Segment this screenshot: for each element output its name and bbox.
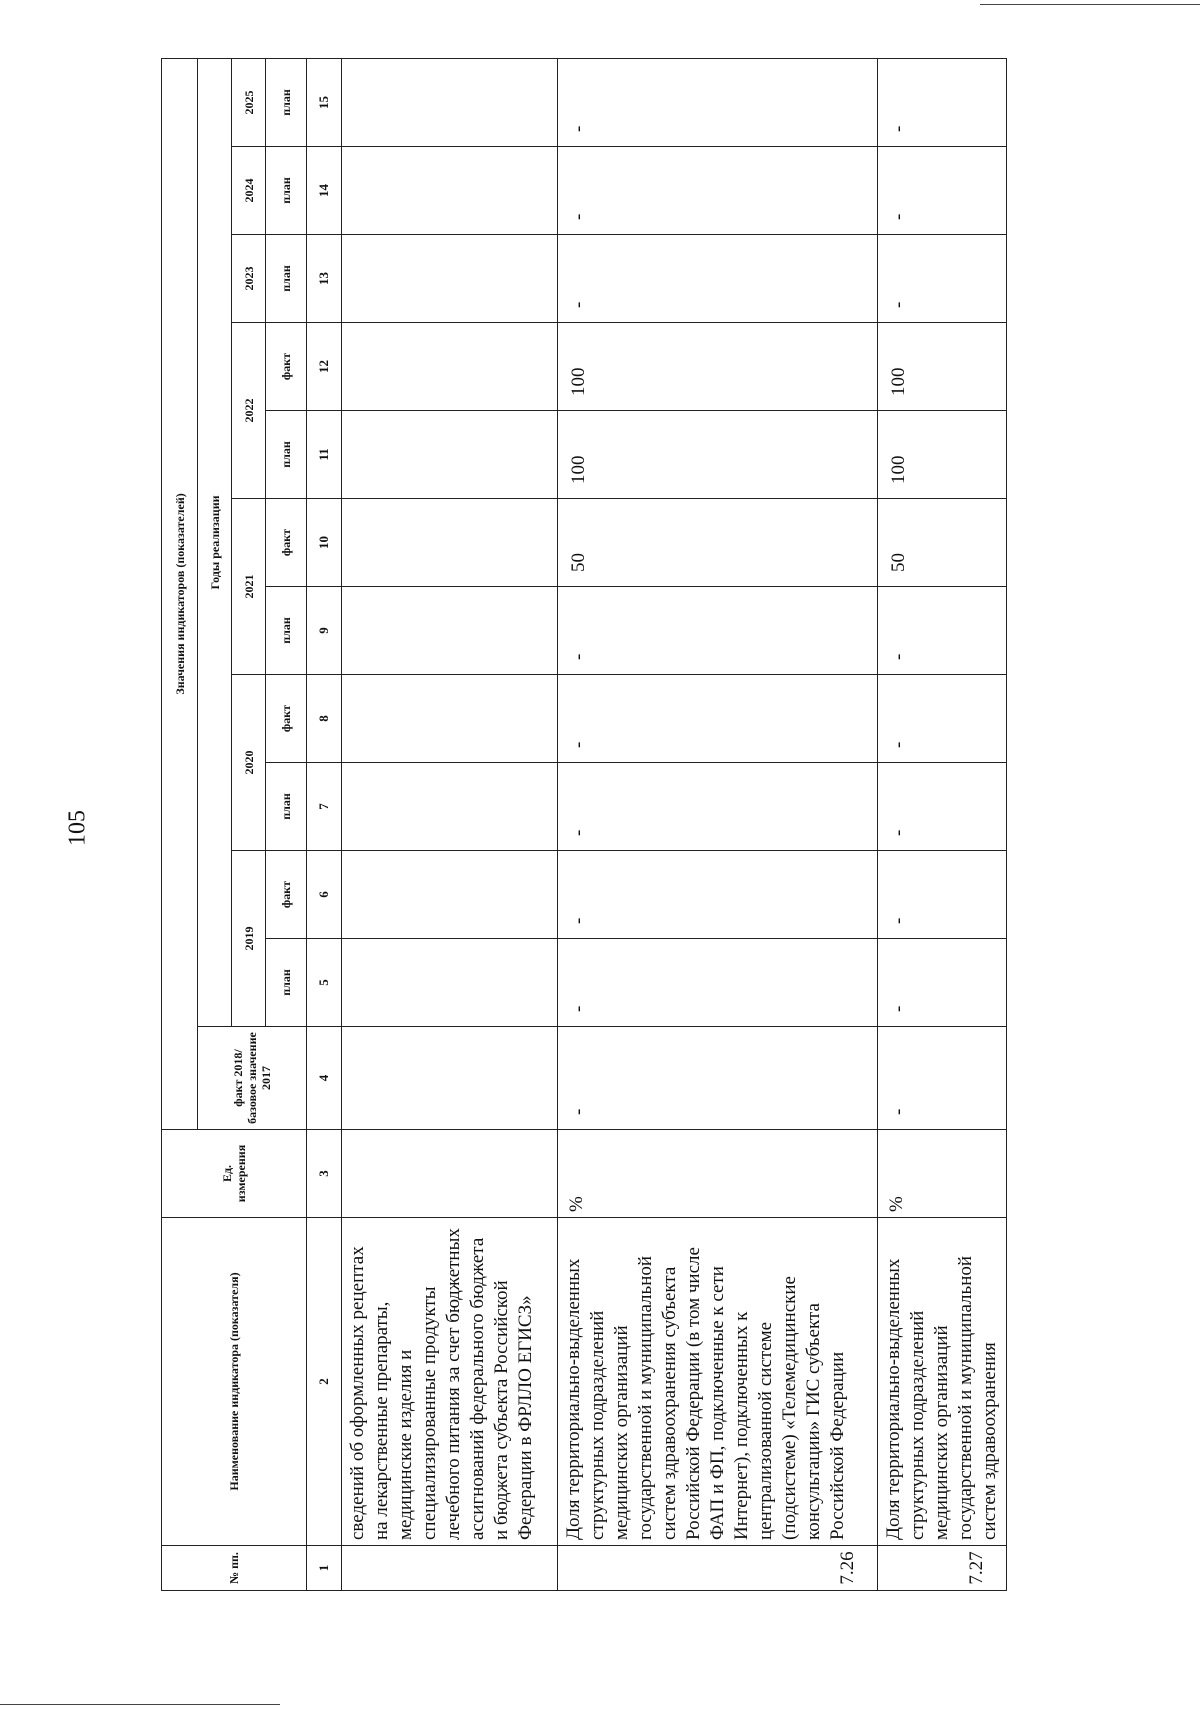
col-number: 5 bbox=[307, 939, 342, 1027]
value-cell bbox=[342, 939, 558, 1027]
col-header-name: Наименование индикатора (показателя) bbox=[162, 1218, 307, 1546]
value-cell: 100 bbox=[558, 411, 878, 499]
table-row bbox=[878, 58, 1007, 1590]
value-cell bbox=[342, 411, 558, 499]
col-header-base: факт 2018/базовое значение 2017 bbox=[198, 1027, 307, 1130]
value-cell: - bbox=[878, 587, 1007, 675]
value-cell: - bbox=[878, 851, 1007, 939]
year-header: 2023 bbox=[232, 235, 266, 323]
subheader: план bbox=[266, 939, 307, 1027]
value-cell: - bbox=[558, 851, 878, 939]
indicator-name: Доля территориально-выделенных структурных подразделений медицинских организаций государственной и муниципальной систем здравоохранения bbox=[878, 1218, 1007, 1546]
subheader: план bbox=[266, 763, 307, 851]
value-cell: 100 bbox=[878, 411, 1007, 499]
col-header-values-group: Значения индикаторов (показателей) bbox=[162, 58, 198, 1129]
subheader: факт bbox=[266, 851, 307, 939]
col-number: 3 bbox=[307, 1130, 342, 1218]
value-cell: - bbox=[558, 939, 878, 1027]
indicator-name: сведений об оформленных рецептах на лекарственные препараты, медицинские изделия и специализированные продукты лечебного питания за счет бюджетных ассигнований федерального бюджета и бюджета субъекта Российской Федерации в ФРЛЛО ЕГИСЗ» bbox=[342, 1218, 558, 1546]
value-cell: - bbox=[558, 58, 878, 146]
value-cell: - bbox=[558, 235, 878, 323]
value-cell bbox=[342, 763, 558, 851]
col-number: 12 bbox=[307, 323, 342, 411]
indicator-name: Доля территориально-выделенных структурных подразделений медицинских организаций государственной и муниципальной систем здравоохранения субъекта Российской Федерации (в том числе ФАП и ФП, подключенные к сети Интернет), подключенных к централизованной системе (подсистеме) «Телемедицинские консультации» ГИС субъекта Российской Федерации bbox=[558, 1218, 878, 1546]
col-header-unit: Ед. измерения bbox=[162, 1130, 307, 1218]
subheader: план bbox=[266, 411, 307, 499]
col-number: 1 bbox=[307, 1546, 342, 1591]
col-number: 7 bbox=[307, 763, 342, 851]
value-cell: - bbox=[558, 763, 878, 851]
year-header: 2024 bbox=[232, 147, 266, 235]
value-cell bbox=[342, 587, 558, 675]
subheader: план bbox=[266, 58, 307, 146]
subheader: план bbox=[266, 147, 307, 235]
value-cell: - bbox=[878, 1027, 1007, 1130]
page-number: 105 bbox=[64, 810, 91, 846]
value-cell: - bbox=[558, 675, 878, 763]
value-cell: - bbox=[878, 675, 1007, 763]
subheader: план bbox=[266, 587, 307, 675]
year-header: 2019 bbox=[232, 851, 266, 1027]
value-cell: - bbox=[558, 1027, 878, 1130]
unit-cell: % bbox=[558, 1130, 878, 1218]
value-cell bbox=[342, 58, 558, 146]
table-row bbox=[342, 58, 558, 1590]
col-number: 11 bbox=[307, 411, 342, 499]
row-number: 7.26 bbox=[558, 1546, 878, 1591]
value-cell: 50 bbox=[878, 499, 1007, 587]
col-number: 9 bbox=[307, 587, 342, 675]
scan-edge-line bbox=[980, 4, 1200, 5]
year-header: 2021 bbox=[232, 499, 266, 675]
value-cell: - bbox=[878, 58, 1007, 146]
col-number: 14 bbox=[307, 147, 342, 235]
row-number bbox=[342, 1546, 558, 1591]
table-row bbox=[558, 58, 878, 1590]
value-cell: - bbox=[878, 939, 1007, 1027]
year-header: 2025 bbox=[232, 58, 266, 146]
subheader: план bbox=[266, 235, 307, 323]
value-cell bbox=[342, 323, 558, 411]
subheader: факт bbox=[266, 675, 307, 763]
value-cell bbox=[342, 675, 558, 763]
value-cell bbox=[342, 235, 558, 323]
unit-cell bbox=[342, 1130, 558, 1218]
col-number: 15 bbox=[307, 58, 342, 146]
year-header: 2022 bbox=[232, 323, 266, 499]
column-number-row bbox=[307, 58, 342, 1590]
row-number: 7.27 bbox=[878, 1546, 1007, 1591]
value-cell: - bbox=[878, 235, 1007, 323]
indicators-table bbox=[161, 58, 1007, 1591]
value-cell bbox=[342, 1027, 558, 1130]
col-number: 4 bbox=[307, 1027, 342, 1130]
value-cell: - bbox=[878, 147, 1007, 235]
subheader: факт bbox=[266, 499, 307, 587]
col-number: 8 bbox=[307, 675, 342, 763]
col-number: 13 bbox=[307, 235, 342, 323]
value-cell: 50 bbox=[558, 499, 878, 587]
scan-edge-line bbox=[0, 1704, 280, 1705]
value-cell: 100 bbox=[878, 323, 1007, 411]
col-header-years-group: Годы реализации bbox=[198, 58, 232, 1026]
value-cell: 100 bbox=[558, 323, 878, 411]
subheader: факт bbox=[266, 323, 307, 411]
value-cell bbox=[342, 851, 558, 939]
value-cell: - bbox=[878, 763, 1007, 851]
unit-cell: % bbox=[878, 1130, 1007, 1218]
value-cell bbox=[342, 147, 558, 235]
col-number: 6 bbox=[307, 851, 342, 939]
col-number: 2 bbox=[307, 1218, 342, 1546]
col-number: 10 bbox=[307, 499, 342, 587]
year-header: 2020 bbox=[232, 675, 266, 851]
value-cell: - bbox=[558, 587, 878, 675]
rotated-page-content bbox=[161, 61, 1097, 1591]
value-cell bbox=[342, 499, 558, 587]
col-header-num: № пп. bbox=[162, 1546, 307, 1591]
value-cell: - bbox=[558, 147, 878, 235]
